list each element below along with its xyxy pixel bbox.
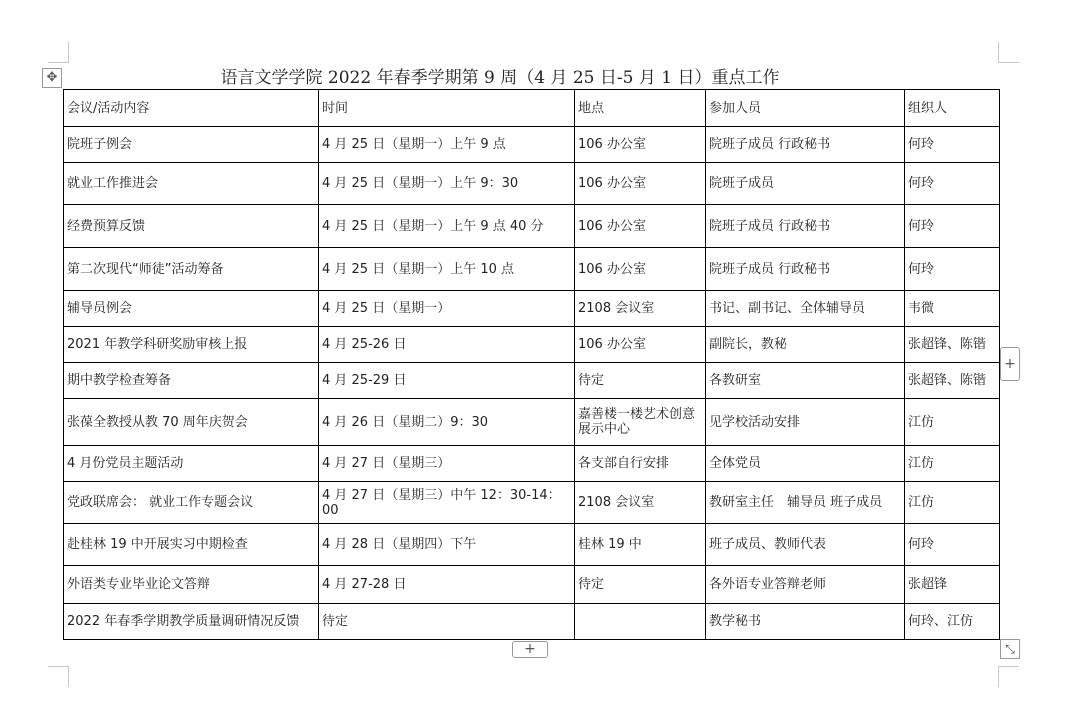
table-cell-participants[interactable]: 教研室主任 辅导员 班子成员 xyxy=(706,482,905,524)
table-cell-organizer[interactable]: 何玲 xyxy=(905,163,1000,205)
table-cell-organizer[interactable]: 韦微 xyxy=(905,291,1000,327)
table-cell-participants[interactable]: 全体党员 xyxy=(706,446,905,482)
table-cell-organizer[interactable]: 江仿 xyxy=(905,446,1000,482)
add-column-button[interactable]: + xyxy=(1000,347,1020,381)
table-cell-content[interactable]: 4 月份党员主题活动 xyxy=(64,446,319,482)
table-cell-participants[interactable]: 院班子成员 xyxy=(706,163,905,205)
table-cell-time[interactable]: 4 月 28 日（星期四）下午 xyxy=(319,524,575,566)
page-corner-mark-bottom-right xyxy=(998,666,1019,687)
table-row xyxy=(64,205,1000,248)
table-cell-location[interactable]: 106 办公室 xyxy=(575,248,706,291)
table-cell-location[interactable]: 待定 xyxy=(575,363,706,399)
table-cell-content[interactable]: 期中教学检查筹备 xyxy=(64,363,319,399)
table-header-row xyxy=(64,90,1000,127)
header-cell-participants[interactable]: 参加人员 xyxy=(706,90,905,127)
table-cell-organizer[interactable]: 张超锋 xyxy=(905,566,1000,604)
table-cell-content[interactable]: 赴桂林 19 中开展实习中期检查 xyxy=(64,524,319,566)
table-cell-time[interactable]: 4 月 27-28 日 xyxy=(319,566,575,604)
table-row xyxy=(64,604,1000,640)
table-cell-content[interactable]: 经费预算反馈 xyxy=(64,205,319,248)
table-cell-location[interactable]: 106 办公室 xyxy=(575,163,706,205)
table-cell-content[interactable]: 党政联席会： 就业工作专题会议 xyxy=(64,482,319,524)
page-corner-mark-top-right xyxy=(998,42,1019,63)
table-cell-participants[interactable]: 班子成员、教师代表 xyxy=(706,524,905,566)
table-cell-location[interactable]: 各支部自行安排 xyxy=(575,446,706,482)
table-cell-organizer[interactable]: 江仿 xyxy=(905,482,1000,524)
table-cell-time[interactable]: 4 月 25-29 日 xyxy=(319,363,575,399)
table-cell-content[interactable]: 院班子例会 xyxy=(64,127,319,163)
header-cell-time[interactable]: 时间 xyxy=(319,90,575,127)
table-cell-location[interactable]: 待定 xyxy=(575,566,706,604)
table-row xyxy=(64,363,1000,399)
table-cell-content[interactable]: 张葆全教授从教 70 周年庆贺会 xyxy=(64,399,319,446)
table-cell-time[interactable]: 4 月 25 日（星期一）上午 10 点 xyxy=(319,248,575,291)
table-cell-content[interactable]: 外语类专业毕业论文答辩 xyxy=(64,566,319,604)
table-cell-content[interactable]: 第二次现代“师徒”活动筹备 xyxy=(64,248,319,291)
table-cell-location[interactable]: 2108 会议室 xyxy=(575,291,706,327)
table-cell-time[interactable]: 4 月 25 日（星期一）上午 9 点 40 分 xyxy=(319,205,575,248)
table-cell-participants[interactable]: 各教研室 xyxy=(706,363,905,399)
document-title: 语言文学学院 2022 年春季学期第 9 周（4 月 25 日-5 月 1 日）重点工作 xyxy=(220,68,780,88)
table-cell-time[interactable]: 4 月 25 日（星期一） xyxy=(319,291,575,327)
table-cell-organizer[interactable]: 张超锋、陈锴 xyxy=(905,327,1000,363)
table-cell-content[interactable]: 2021 年教学科研奖励审核上报 xyxy=(64,327,319,363)
table-cell-time[interactable]: 4 月 25 日（星期一）上午 9：30 xyxy=(319,163,575,205)
table-cell-participants[interactable]: 各外语专业答辩老师 xyxy=(706,566,905,604)
table-cell-location[interactable] xyxy=(575,604,706,640)
table-cell-participants[interactable]: 见学校活动安排 xyxy=(706,399,905,446)
table-cell-organizer[interactable]: 江仿 xyxy=(905,399,1000,446)
table-move-icon[interactable]: ✥ xyxy=(42,68,62,88)
table-row xyxy=(64,248,1000,291)
table-cell-location[interactable]: 2108 会议室 xyxy=(575,482,706,524)
table-row xyxy=(64,566,1000,604)
table-cell-organizer[interactable]: 何玲 xyxy=(905,248,1000,291)
table-cell-participants[interactable]: 副院长，教秘 xyxy=(706,327,905,363)
table-row xyxy=(64,327,1000,363)
table-cell-time[interactable]: 待定 xyxy=(319,604,575,640)
header-cell-organizer[interactable]: 组织人 xyxy=(905,90,1000,127)
table-cell-time[interactable]: 4 月 25-26 日 xyxy=(319,327,575,363)
page-corner-mark-top-left xyxy=(48,42,69,63)
table-cell-organizer[interactable]: 何玲 xyxy=(905,127,1000,163)
table-cell-time[interactable]: 4 月 27 日（星期三）中午 12：30-14：00 xyxy=(319,482,575,524)
table-cell-location[interactable]: 桂林 19 中 xyxy=(575,524,706,566)
table-row xyxy=(64,524,1000,566)
table-resize-icon[interactable]: ⤡ xyxy=(1000,639,1020,659)
table-cell-content[interactable]: 辅导员例会 xyxy=(64,291,319,327)
table-cell-organizer[interactable]: 何玲、江仿 xyxy=(905,604,1000,640)
table-row xyxy=(64,163,1000,205)
header-cell-location[interactable]: 地点 xyxy=(575,90,706,127)
table-cell-location[interactable]: 106 办公室 xyxy=(575,205,706,248)
table-cell-content[interactable]: 就业工作推进会 xyxy=(64,163,319,205)
table-row xyxy=(64,446,1000,482)
page-corner-mark-bottom-left xyxy=(48,666,69,687)
table-cell-time[interactable]: 4 月 27 日（星期三） xyxy=(319,446,575,482)
table-row xyxy=(64,291,1000,327)
table-cell-location[interactable]: 106 办公室 xyxy=(575,327,706,363)
table-cell-participants[interactable]: 院班子成员 行政秘书 xyxy=(706,127,905,163)
table-row xyxy=(64,127,1000,163)
header-cell-content[interactable]: 会议/活动内容 xyxy=(64,90,319,127)
table-cell-location[interactable]: 嘉善楼一楼艺术创意展示中心 xyxy=(575,399,706,446)
table-cell-content[interactable]: 2022 年春季学期教学质量调研情况反馈 xyxy=(64,604,319,640)
table-cell-organizer[interactable]: 何玲 xyxy=(905,524,1000,566)
table-cell-participants[interactable]: 书记、副书记、全体辅导员 xyxy=(706,291,905,327)
table-cell-time[interactable]: 4 月 25 日（星期一）上午 9 点 xyxy=(319,127,575,163)
table-cell-participants[interactable]: 院班子成员 行政秘书 xyxy=(706,205,905,248)
table-cell-time[interactable]: 4 月 26 日（星期二）9：30 xyxy=(319,399,575,446)
table-row xyxy=(64,399,1000,446)
add-row-button[interactable]: + xyxy=(512,641,548,658)
table-row xyxy=(64,482,1000,524)
table-cell-location[interactable]: 106 办公室 xyxy=(575,127,706,163)
schedule-table xyxy=(63,89,1000,640)
table-cell-organizer[interactable]: 张超锋、陈锴 xyxy=(905,363,1000,399)
table-cell-participants[interactable]: 教学秘书 xyxy=(706,604,905,640)
table-cell-participants[interactable]: 院班子成员 行政秘书 xyxy=(706,248,905,291)
table-cell-organizer[interactable]: 何玲 xyxy=(905,205,1000,248)
